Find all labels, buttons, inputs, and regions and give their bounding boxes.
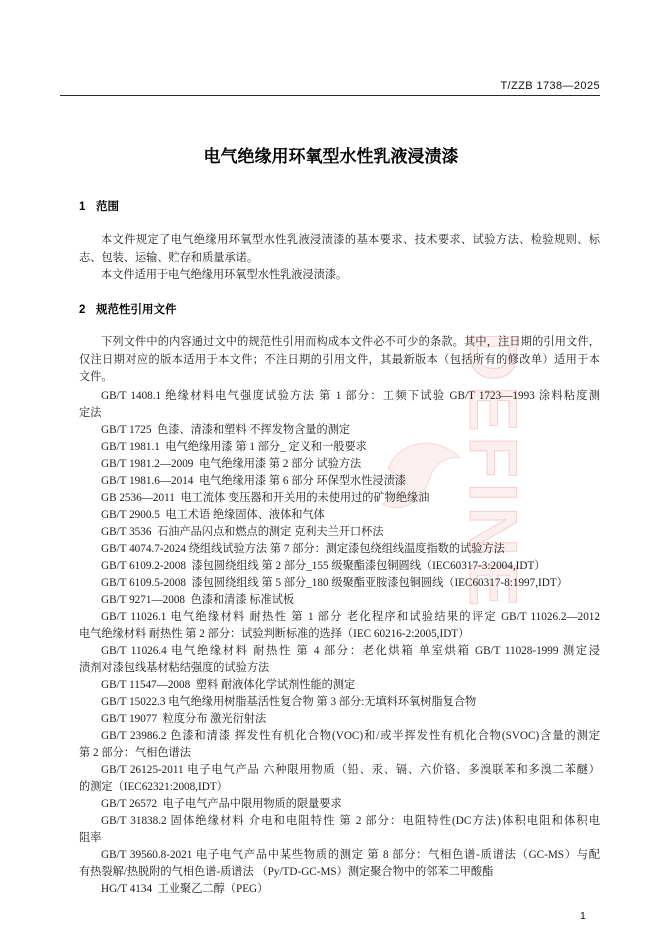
reference-item [79,796,600,813]
header-rule [60,95,600,96]
reference-line: GB/T 23986.2 色漆和清漆 挥发性有机化合物(VOC)和/或半挥发性有机化合物(SVOC)含量的测定 [101,730,600,742]
reference-line: GB/T 1981.2—2009 电气绝缘用漆 第 2 部分 试验方法 [101,458,362,470]
paragraph-line: 仅注日期对应的版本适用于本文件；不注日期的引用文件，其最新版本（包括所有的修改单）适用于本 [79,353,600,366]
section-1-body [79,232,600,285]
reference-line: 第 2 部分：气相色谱法 [79,747,191,759]
section-number: 1 [79,201,86,213]
reference-item [79,490,600,507]
reference-line: GB/T 11026.1 电气绝缘材料 耐热性 第 1 部分 老化程序和试验结果的评定 GB/T 11026.2—2012 [101,611,600,623]
watermark-text: DEFINE [455,332,531,612]
reference-line: GB/T 19077 粒度分布 激光衍射法 [101,713,267,725]
reference-item [79,388,600,422]
reference-line: GB/T 15022.3 电气绝缘用树脂基活性复合物 第 3 部分:无填料环氧树脂复合物 [101,696,477,708]
section-2-heading [79,302,177,319]
section-title: 规范性引用文件 [96,304,177,316]
reference-line: GB/T 1725 色漆、清漆和塑料 不挥发物含量的测定 [101,424,351,436]
reference-item [79,507,600,524]
paragraph [79,334,600,387]
paragraph-line: 本文件适用于电气绝缘用环氧型水性乳液浸渍漆。 [101,269,348,281]
reference-line: GB 2536—2011 电工流体 变压器和开关用的未使用过的矿物绝缘油 [101,492,430,504]
paragraph-line: 志、包装、运输、贮存和质量承诺。 [79,251,259,264]
reference-item [79,813,600,847]
reference-item [79,541,600,558]
reference-item [79,643,600,677]
reference-line: GB/T 26572 电子电气产品中限用物质的限量要求 [101,798,342,810]
reference-line: 渍剂对漆包线基材粘结强度的试验方法 [79,662,270,674]
reference-line: 的测定（IEC62321:2008,IDT） [79,781,228,793]
document-title: 电气绝缘用环氧型水性乳液浸渍漆 [203,147,459,166]
reference-line: GB/T 1981.1 电气绝缘用漆 第 1 部分_ 定义和一般要求 [101,441,367,453]
reference-item [79,847,600,881]
reference-line: GB/T 3536 石油产品闪点和燃点的测定 克利夫兰开口杯法 [101,526,384,538]
page-number: 1 [580,910,586,922]
reference-item [79,473,600,490]
section-2-intro [79,334,600,387]
reference-line: GB/T 2900.5 电工术语 绝缘固体、液体和气体 [101,509,325,521]
reference-item [79,728,600,762]
reference-item [79,762,600,796]
reference-item [79,558,600,575]
section-title: 范围 [96,201,119,213]
reference-line: GB/T 1408.1 绝缘材料电气强度试验方法 第 1 部分：工频下试验 GB/T 1723—1993 涂料粘度测 [101,390,600,402]
reference-item [79,456,600,473]
reference-item [79,711,600,728]
reference-line: GB/T 6109.2-2008 漆包圆绕组线 第 2 部分_155 级聚酯漆包铜圆线（IEC60317-3:2004,IDT） [101,560,546,572]
reference-line: GB/T 31838.2 固体绝缘材料 介电和电阻特性 第 2 部分：电阻特性(DC方法)体积电阻和体积电 [101,815,600,827]
reference-line: GB/T 39560.8-2021 电子电气产品中某些物质的测定 第 8 部分：气相色谱-质谱法（GC-MS）与配 [101,849,600,861]
document-number: T/ZZB 1738—2025 [500,80,600,92]
reference-line: GB/T 4074.7-2024 绕组线试验方法 第 7 部分：测定漆包绕组线温度指数的试验方法 [101,543,505,555]
reference-item [79,592,600,609]
reference-line: GB/T 9271—2008 色漆和清漆 标准试板 [101,594,295,606]
reference-item [79,439,600,456]
reference-line: 有热裂解/热脱附的气相色谱-质谱法 （Py/TD-GC-MS）测定聚合物中的邻苯二甲酸酯 [79,866,494,878]
reference-item [79,881,600,898]
reference-line: GB/T 1981.6—2014 电气绝缘用漆 第 6 部分 环保型水性浸渍漆 [101,475,406,487]
reference-item [79,694,600,711]
reference-line: 电气绝缘材料 耐热性 第 2 部分：试验判断标准的选择（IEC 60216-2:2005,IDT） [79,628,470,640]
paragraph [79,232,600,267]
reference-item [79,575,600,592]
paragraph-line: 下列文件中的内容通过文中的规范性引用而构成本文件必不可少的条款。其中，注日期的引用文件， [101,336,600,348]
reference-item [79,677,600,694]
reference-line: HG/T 4134 工业聚乙二醇（PEG） [101,883,269,895]
reference-line: 定法 [79,407,102,419]
section-1-heading [79,199,119,216]
reference-list [79,388,600,898]
reference-item [79,609,600,643]
reference-item [79,524,600,541]
section-number: 2 [79,304,86,316]
paragraph-line: 本文件规定了电气绝缘用环氧型水性乳液浸渍漆的基本要求、技术要求、试验方法、检验规则、标 [101,234,600,246]
reference-line: GB/T 11026.4 电气绝缘材料 耐热性 第 4 部分：老化烘箱 单室烘箱 GB/T 11028-1999 测定浸 [101,645,600,657]
reference-item [79,422,600,439]
paragraph [79,267,600,285]
reference-line: GB/T 6109.5-2008 漆包圆绕组线 第 5 部分_180 级聚酯亚胺漆包铜圆线（IEC60317-8:1997,IDT） [101,577,568,589]
reference-line: GB/T 26125-2011 电子电气产品 六种限用物质（铅、汞、镉、六价铬、多溴联苯和多溴二苯醚） [101,764,600,776]
reference-line: GB/T 11547—2008 塑料 耐液体化学试剂性能的测定 [101,679,356,691]
paragraph-line: 文件。 [79,371,113,383]
reference-line: 阻率 [79,832,102,844]
